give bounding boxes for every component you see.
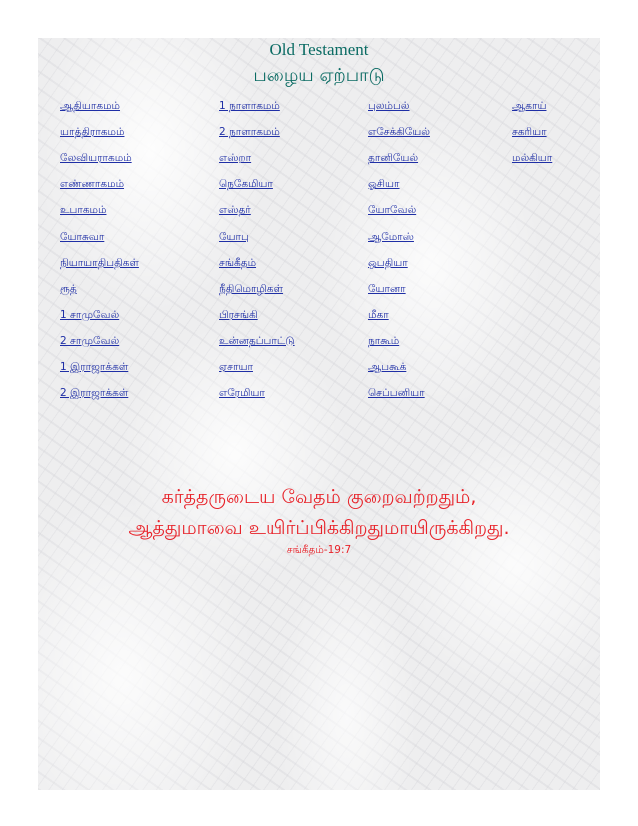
book-link[interactable]: ஏசாயா [219,361,253,373]
book-link[interactable]: நியாயாதிபதிகள் [60,256,139,269]
book-link[interactable]: 2 சாமுவேல் [60,334,120,347]
book-link[interactable]: எஸ்தர் [219,204,251,217]
book-link[interactable]: 1 இராஜாக்கள் [60,361,129,373]
book-link[interactable]: சகரியா [512,126,547,139]
book-link[interactable]: பிரசங்கி [219,308,258,321]
book-link[interactable]: ஆபகூக் [368,361,407,373]
book-link[interactable]: ஓசியா [368,178,400,191]
book-link[interactable]: யோசுவா [60,230,105,243]
book-link[interactable]: 2 இராஜாக்கள் [60,387,129,400]
page-title-english: Old Testament [269,40,369,59]
book-link[interactable]: தானியேல் [368,152,419,165]
book-link[interactable]: நீதிமொழிகள் [219,282,283,295]
book-link[interactable]: உன்னதப்பாட்டு [219,334,295,347]
book-link[interactable]: உபாகமம் [60,204,107,217]
book-link[interactable]: யாத்திராகமம் [60,126,125,139]
book-link[interactable]: மல்கியா [512,152,553,165]
book-link[interactable]: எரேமியா [219,387,265,400]
book-link[interactable]: 2 நாளாகமம் [219,126,280,139]
book-link[interactable]: லேவியராகமம் [60,152,132,165]
book-link[interactable]: புலம்பல் [368,100,410,112]
book-link[interactable]: ஆதியாகமம் [60,100,120,112]
book-link[interactable]: எஸ்றா [219,152,252,165]
book-link[interactable]: யோனா [368,282,406,295]
book-link[interactable]: 1 நாளாகமம் [219,100,280,112]
book-link[interactable]: யோவேல் [368,204,417,217]
book-link[interactable]: 1 சாமுவேல் [60,308,120,321]
book-link[interactable]: ஒபதியா [368,256,408,269]
page-title-tamil: பழைய ஏற்பாடு [253,65,385,86]
page-sheet [38,38,600,790]
book-link[interactable]: ஆகாய் [512,100,547,112]
book-link[interactable]: ஆமோஸ் [368,230,414,243]
book-link[interactable]: எண்ணாகமம் [60,178,125,191]
book-link[interactable]: ரூத் [60,282,77,295]
book-link[interactable]: நெகேமியா [219,178,273,191]
verse-reference: சங்கீதம்-19:7 [286,544,352,556]
book-link[interactable]: நாகூம் [368,334,400,347]
book-link[interactable]: யோபு [219,230,249,243]
verse-line-2: ஆத்துமாவை உயிர்ப்பிக்கிறதுமாயிருக்கிறது. [128,517,510,539]
book-link[interactable]: செப்பனியா [368,387,425,400]
book-link[interactable]: மீகா [368,308,389,321]
verse-line-1: கர்த்தருடைய வேதம் குறைவற்றதும், [161,486,477,508]
book-link[interactable]: சங்கீதம் [219,256,257,269]
book-link[interactable]: எசேக்கியேல் [368,126,430,139]
